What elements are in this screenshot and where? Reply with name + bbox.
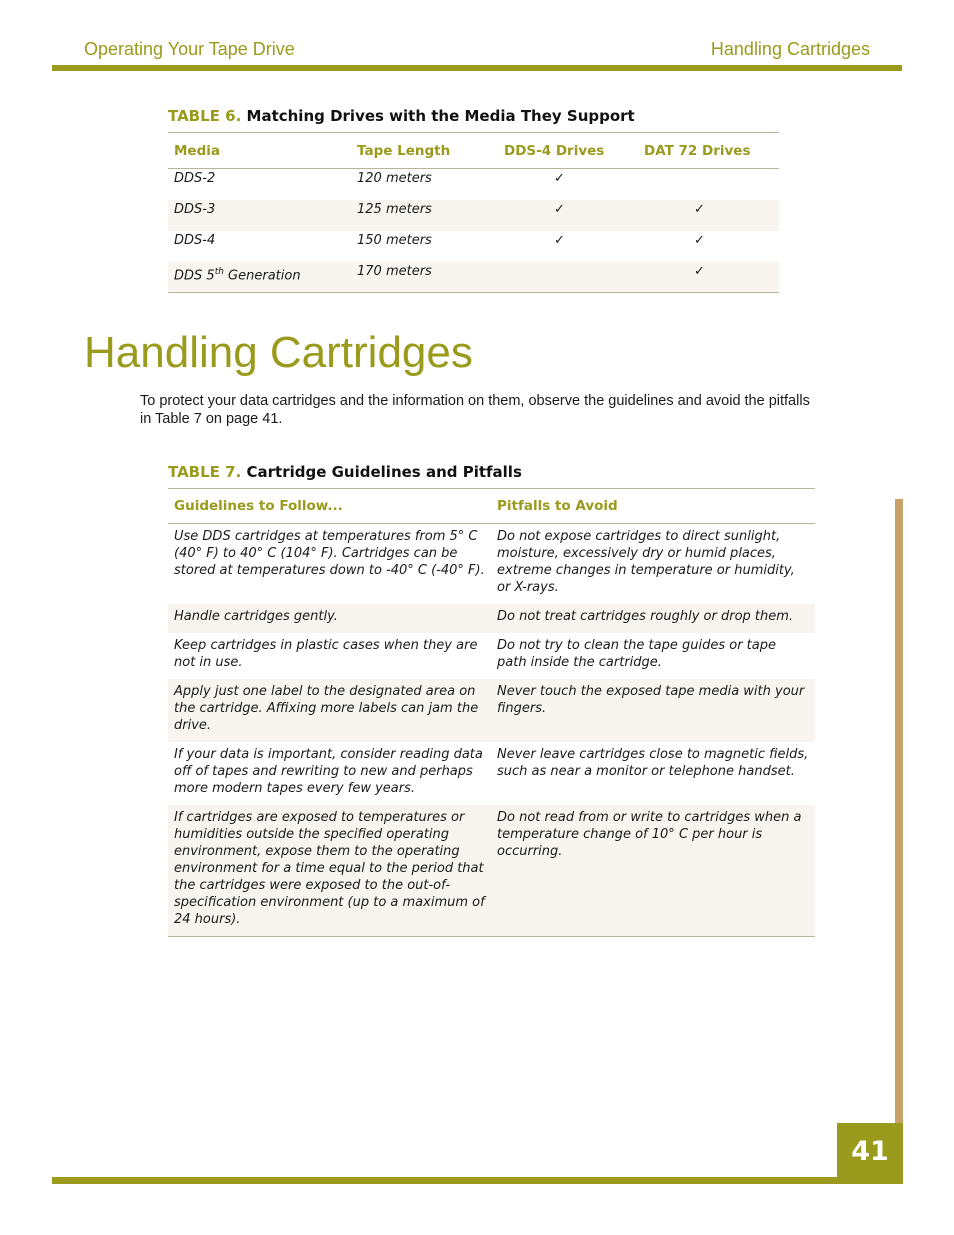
media-superscript: th	[214, 266, 224, 277]
table-row	[168, 262, 779, 293]
table7-caption	[168, 463, 522, 481]
check-icon: ✓	[694, 201, 705, 217]
chapter-side-bar	[895, 499, 903, 1125]
guideline-cell: Keep cartridges in plastic cases when they are not in use.	[174, 638, 478, 670]
media-cell: DDS-2	[174, 171, 216, 186]
table6-label: TABLE 6.	[168, 107, 242, 125]
col-pitfalls: Pitfalls to Avoid	[497, 498, 618, 514]
pitfall-cell: Never touch the exposed tape media with your fingers.	[497, 684, 805, 716]
check-icon: ✓	[554, 201, 565, 217]
table-row	[168, 679, 815, 742]
pitfall-cell: Do not expose cartridges to direct sunlight, moisture, excessively dry or humid places, extreme changes in temperature or humidity, or X-rays.	[497, 529, 795, 595]
col-media: Media	[174, 142, 220, 159]
length-cell: 150 meters	[357, 232, 432, 248]
table6-title: Matching Drives with the Media They Support	[246, 107, 635, 125]
intro-paragraph: To protect your data cartridges and the information on them, observe the guidelines and avoid the pitfalls in Table 7 on page 41.	[140, 393, 810, 427]
footer-rule	[52, 1177, 903, 1184]
section-title: Handling Cartridges	[84, 328, 473, 377]
col-tape-length: Tape Length	[357, 142, 451, 159]
page-number: 41	[837, 1123, 903, 1181]
running-header-section: Handling Cartridges	[710, 39, 870, 59]
header-rule	[52, 65, 902, 71]
guideline-cell: If cartridges are exposed to temperatures or humidities outside the specified operating environment, expose them to the operating environment for a time equal to the period that the cartridges were exposed to the out-of-specification environment (up to a maximum of 24 hours).	[174, 810, 485, 927]
media-support-table	[168, 132, 779, 293]
table-row	[168, 169, 779, 200]
length-cell: 170 meters	[357, 263, 432, 279]
table-row	[168, 805, 815, 937]
col-dds4-drives: DDS-4 Drives	[504, 142, 605, 159]
guideline-cell: Apply just one label to the designated area on the cartridge. Affixing more labels can jam the drive.	[174, 684, 479, 733]
length-cell: 125 meters	[357, 201, 432, 217]
table-row	[168, 231, 779, 262]
media-suffix: Generation	[223, 267, 301, 283]
media-cell: DDS-4	[174, 232, 216, 248]
check-icon: ✓	[554, 232, 565, 248]
pitfall-cell: Do not try to clean the tape guides or tape path inside the cartridge.	[497, 638, 776, 670]
table-row	[168, 633, 815, 679]
table6-caption	[168, 107, 635, 125]
pitfall-cell: Never leave cartridges close to magnetic fields, such as near a monitor or telephone handset.	[497, 747, 809, 779]
media-prefix: DDS 5	[174, 267, 215, 283]
table7-title: Cartridge Guidelines and Pitfalls	[246, 463, 522, 481]
guideline-cell: Use DDS cartridges at temperatures from 5° C (40° F) to 40° C (104° F). Cartridges can be stored at temperatures down to -40° C (-40° F).	[174, 529, 485, 578]
guidelines-pitfalls-table	[168, 488, 815, 937]
check-icon: ✓	[694, 232, 705, 248]
pitfall-cell: Do not treat cartridges roughly or drop them.	[497, 609, 794, 624]
table-row	[168, 200, 779, 231]
check-icon	[638, 169, 779, 200]
guideline-cell: If your data is important, consider reading data off of tapes and rewriting to new and perhaps more modern tapes every few years.	[174, 747, 483, 796]
check-icon	[498, 262, 638, 293]
running-header-chapter: Operating Your Tape Drive	[84, 39, 295, 59]
media-cell	[168, 262, 351, 293]
table6-header-row	[168, 133, 779, 169]
table7-header-row	[168, 489, 815, 524]
table7-label: TABLE 7.	[168, 463, 242, 481]
col-dat72-drives: DAT 72 Drives	[644, 142, 751, 159]
check-icon: ✓	[554, 171, 565, 186]
pitfall-cell: Do not read from or write to cartridges when a temperature change of 10° C per hour is occurring.	[497, 810, 802, 859]
table-row	[168, 742, 815, 805]
media-cell: DDS-3	[174, 201, 216, 217]
length-cell: 120 meters	[357, 171, 432, 186]
check-icon: ✓	[694, 263, 705, 279]
table-row	[168, 604, 815, 633]
table-row	[168, 524, 815, 605]
col-guidelines: Guidelines to Follow...	[174, 498, 343, 514]
guideline-cell: Handle cartridges gently.	[174, 609, 338, 624]
